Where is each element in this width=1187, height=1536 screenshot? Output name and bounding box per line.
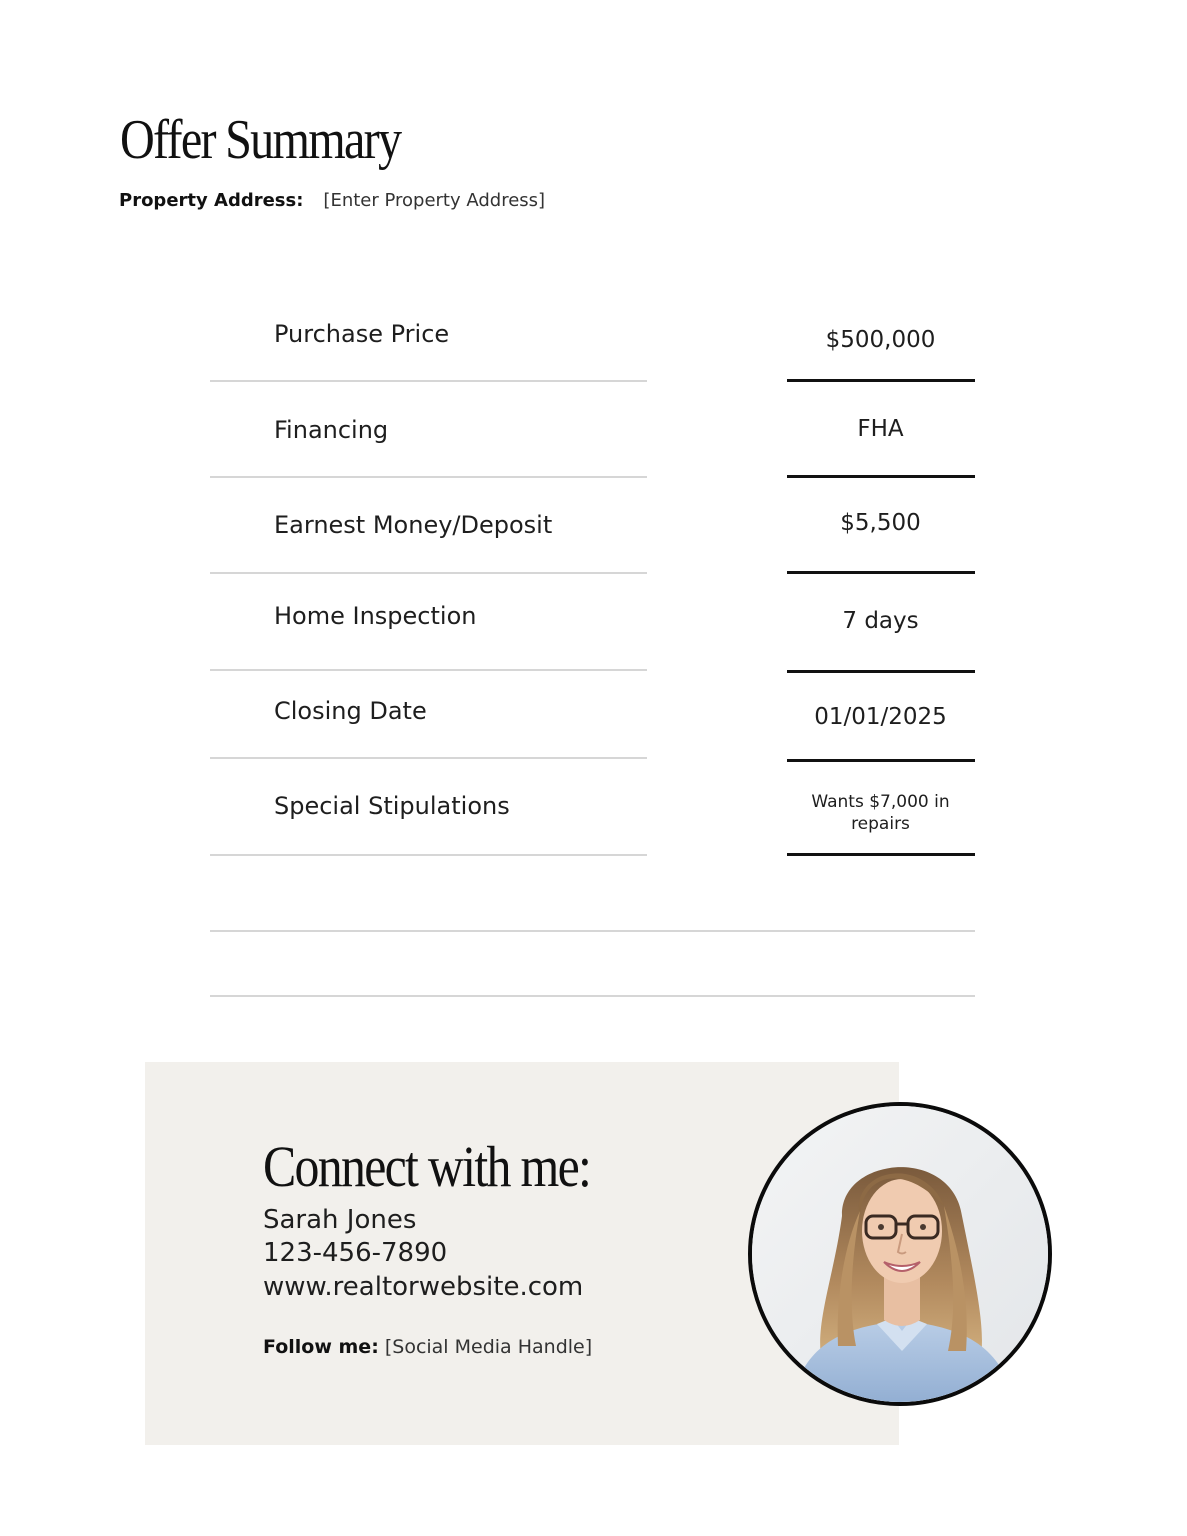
divider-line <box>210 476 647 478</box>
purchase-price-label: Purchase Price <box>274 320 450 348</box>
value-underline <box>787 379 975 382</box>
closing-date-label: Closing Date <box>274 697 427 725</box>
divider-line <box>210 854 647 856</box>
earnest-money-label: Earnest Money/Deposit <box>274 511 553 539</box>
value-underline <box>787 475 975 478</box>
contact-heading: Connect with me: <box>263 1134 591 1199</box>
value-underline <box>787 670 975 673</box>
property-address-value: [Enter Property Address] <box>323 190 546 211</box>
blank-line <box>210 930 975 932</box>
portrait-illustration <box>752 1106 1048 1402</box>
property-address-label: Property Address: <box>119 190 304 211</box>
financing-label: Financing <box>274 416 389 444</box>
special-stipulations-value: Wants $7,000 in repairs <box>811 792 950 834</box>
value-underline <box>787 571 975 574</box>
financing-value: FHA <box>857 416 904 442</box>
social-handle: [Social Media Handle] <box>384 1336 593 1358</box>
purchase-price-value: $500,000 <box>825 327 936 353</box>
earnest-money-value: $5,500 <box>840 510 921 536</box>
home-inspection-value: 7 days <box>842 608 919 634</box>
divider-line <box>210 380 647 382</box>
divider-line <box>210 572 647 574</box>
blank-line <box>210 995 975 997</box>
home-inspection-label: Home Inspection <box>274 602 477 630</box>
divider-line <box>210 757 647 759</box>
follow-label: Follow me: <box>263 1336 379 1358</box>
contact-phone: 123-456-7890 <box>263 1238 448 1268</box>
page-title: Offer Summary <box>120 109 401 171</box>
closing-date-value: 01/01/2025 <box>814 704 947 730</box>
value-underline <box>787 853 975 856</box>
property-address-row <box>119 190 545 212</box>
special-stipulations-label: Special Stipulations <box>274 792 510 820</box>
contact-website[interactable]: www.realtorwebsite.com <box>263 1272 584 1302</box>
contact-name: Sarah Jones <box>263 1205 417 1235</box>
agent-photo <box>748 1102 1052 1406</box>
value-underline <box>787 759 975 762</box>
divider-line <box>210 669 647 671</box>
follow-row <box>263 1335 592 1359</box>
